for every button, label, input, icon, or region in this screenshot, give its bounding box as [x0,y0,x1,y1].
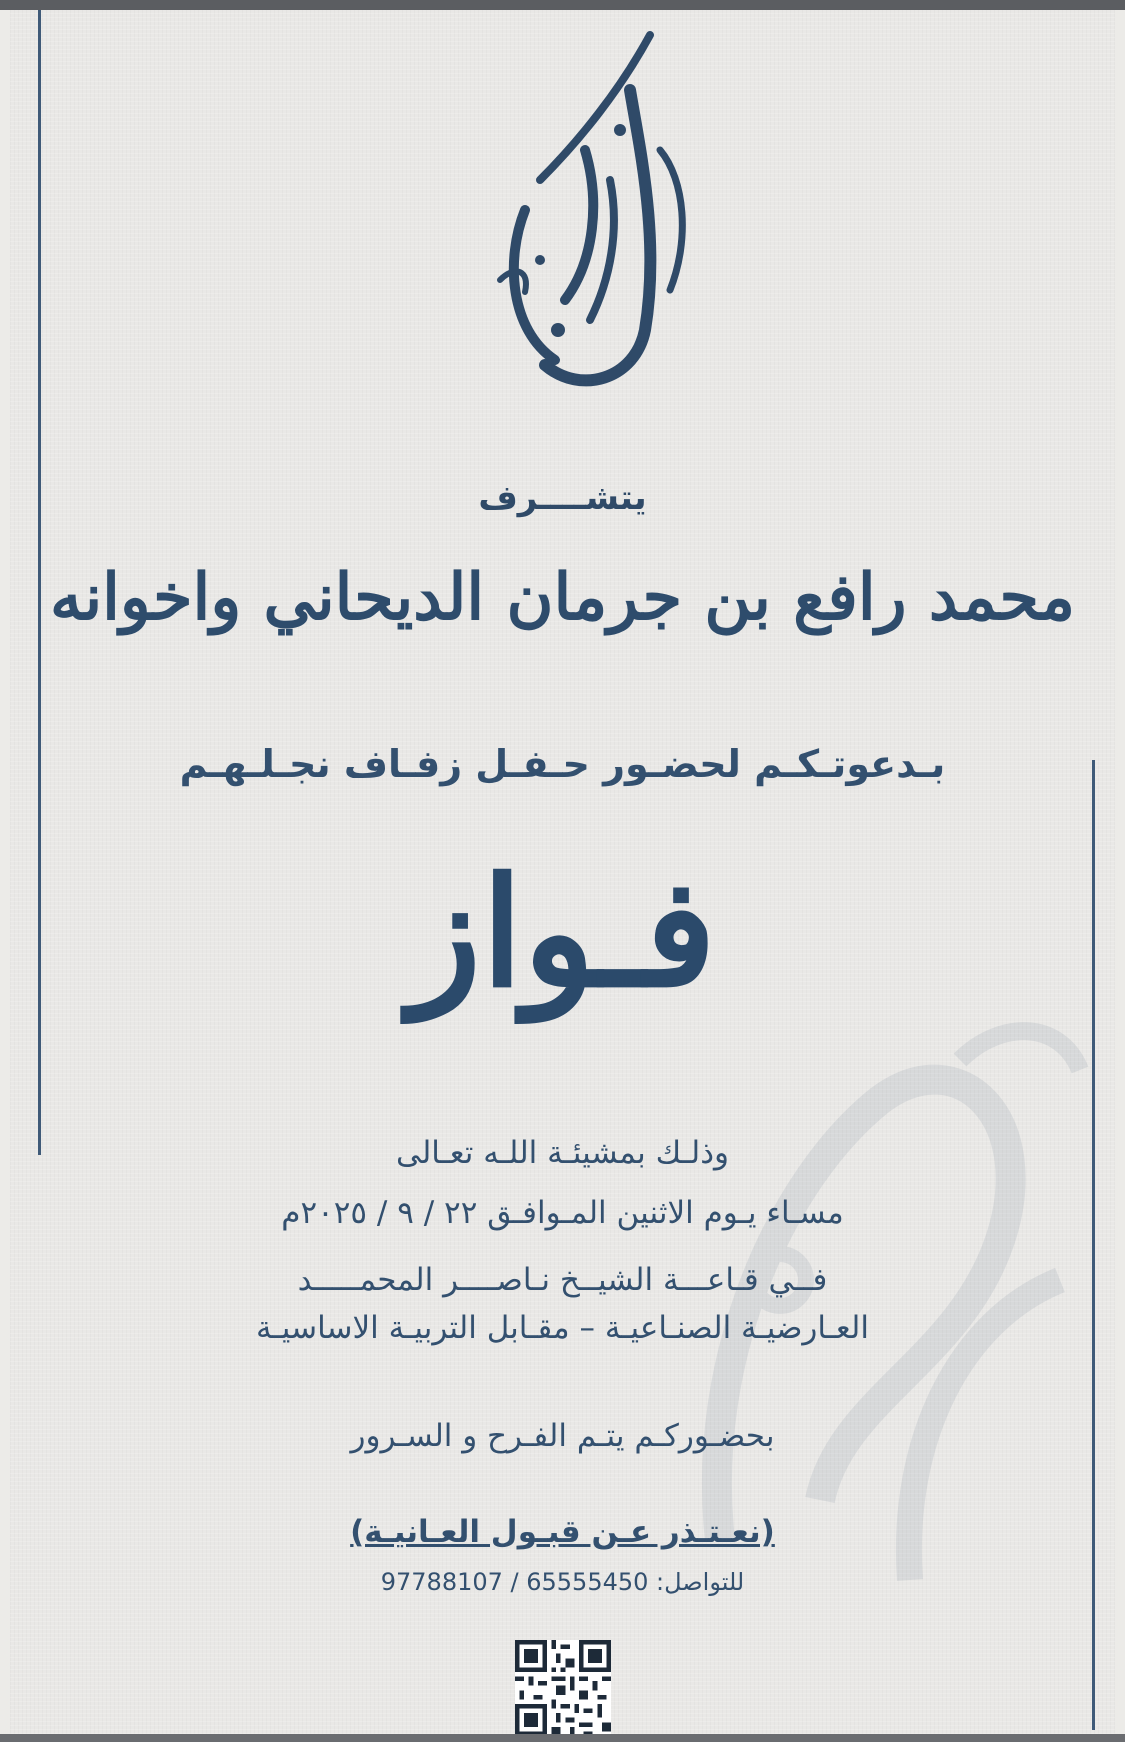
invite-verb: يتشــــرف [478,478,647,518]
detail-line-1: وذلـك بمشيئـة اللـه تعـالى [395,1135,730,1171]
contact-line: للتواصل: 65555450 / 97788107 [380,1568,745,1596]
bottom-bar [0,1734,1125,1742]
logo-text: أفراح الجرمان [592,395,598,396]
detail-venue: فــي قـاعـــة الشيــخ نـاصــــر المحمـــــد [297,1262,828,1298]
calligraphy-logo [470,30,720,400]
detail-blessing: بحضـوركـم يتـم الفـرح و السـرور [350,1418,775,1454]
detail-date: مسـاء يـوم الاثنين المـوافـق ٢٢ / ٩ / ٢٠٢٥م [281,1195,844,1231]
groom-name: فـواز [408,845,717,1021]
detail-gift-note [0,1514,1125,1550]
top-bar [0,0,1125,10]
invite-line: بـدعوتـكـم لحضـور حـفـل زفـاف نجـلـهـم [179,742,946,786]
detail-location: العـارضيـة الصنـاعيـة – مقـابل التربيـة الاساسيـة [256,1310,869,1346]
host-name: محمد رافع بن جرمان الديحاني واخوانه [50,560,1075,635]
gift-note-text: (نعـتـذر عـن قبـول العـانيـة) [350,1514,775,1550]
qr-code-icon[interactable] [515,1640,611,1736]
